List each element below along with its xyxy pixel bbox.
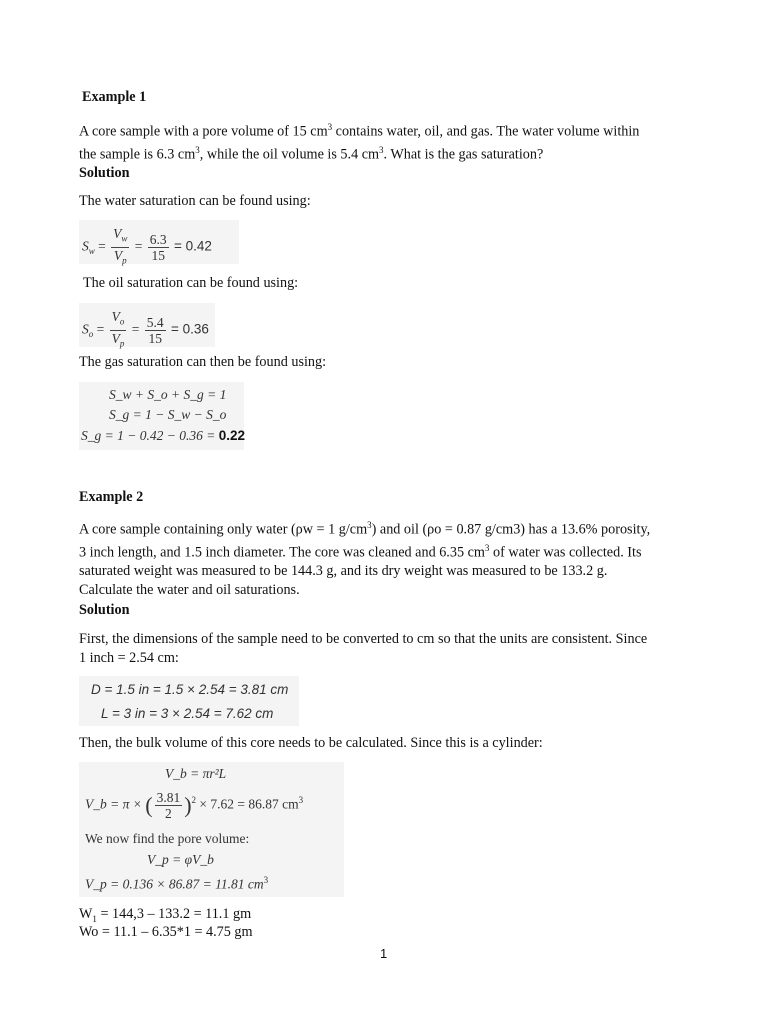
page-number: 1 xyxy=(380,946,388,961)
example2-solution-heading: Solution xyxy=(79,602,130,618)
oil-weight-line: Wo = 11.1 – 6.35*1 = 4.75 gm xyxy=(79,924,253,940)
example2-problem: A core sample containing only water (ρw = 1 $g/cm^3$) and oil (ρo = 0.87 g/cm3) has a 13.6% porosity, 3 inch length, and 1.5 inch diameter. The core was cleaned and 6.35 $cm^3$ of water was collected. Its saturated weight was measured to be 144.3 g, and its dry weight was measured to be 133.2 g. Calculate the water and oil saturations. xyxy=(79,520,651,598)
pore-volume-formula: V_p = φV_b xyxy=(147,852,214,867)
diameter-equation: D = 1.5 in = 1.5 × 2.54 = 3.81 cm xyxy=(91,682,289,697)
water-saturation-intro: The water saturation can be found using: xyxy=(79,193,311,209)
pore-volume-note: We now find the pore volume: xyxy=(85,831,250,846)
oil-saturation-intro: The oil saturation can be found using: xyxy=(83,275,299,291)
gas-saturation-intro: The gas saturation can then be found using: xyxy=(79,354,327,370)
example1-problem: A core sample with a pore volume of 15 $cm^3$ contains water, oil, and gas. The water volume within the sample is 6.3 $cm^3$, while the oil volume is 5.4 $cm^3$. What is the gas saturation? xyxy=(79,122,640,163)
gas-saturation-equations xyxy=(79,382,244,450)
gas-eq-line-2: S_g = 1 − S_w − S_o xyxy=(109,407,227,422)
dimension-conversion-equations xyxy=(79,676,299,726)
pore-volume-calculation: V_p = 0.136 × 86.87 = 11.81 $cm^3$ xyxy=(85,875,269,892)
gas-eq-line-3: S_g = 1 − 0.42 − 0.36 = 0.22 xyxy=(81,428,245,443)
gas-eq-line-1: S_w + S_o + S_g = 1 xyxy=(109,387,227,402)
example1-heading: Example 1 xyxy=(82,89,147,105)
volume-calculation-equations xyxy=(79,762,344,897)
example2-heading: Example 2 xyxy=(79,489,144,505)
bulk-volume-formula: V_b = πr²L xyxy=(165,766,227,781)
oil-saturation-equation: $S_o$ = $\frac{V_o}{V_p}$ = $\frac{5.4}{15}$ = 0.36 xyxy=(79,303,215,347)
bulk-volume-intro: Then, the bulk volume of this core needs to be calculated. Since this is a cylinder: xyxy=(79,735,543,751)
bulk-volume-calculation: V_b = π × ( $\frac{3.81}{2}$ )$^2$ × 7.62 = 86.87 $cm^3$ xyxy=(85,790,304,821)
water-weight-line: $W_1 = 144,3 - 133.2 = 11.1$ gm xyxy=(79,906,252,924)
unit-conversion-intro: First, the dimensions of the sample need to be converted to cm so that the units are consistent. Since 1 inch = 2.54 cm: xyxy=(79,631,648,666)
length-equation: L = 3 in = 3 × 2.54 = 7.62 cm xyxy=(101,706,274,721)
water-saturation-equation: $S_w$ = $\frac{V_w}{V_p}$ = $\frac{6.3}{15}$ = 0.42 xyxy=(79,220,239,264)
example1-solution-heading: Solution xyxy=(79,165,130,181)
